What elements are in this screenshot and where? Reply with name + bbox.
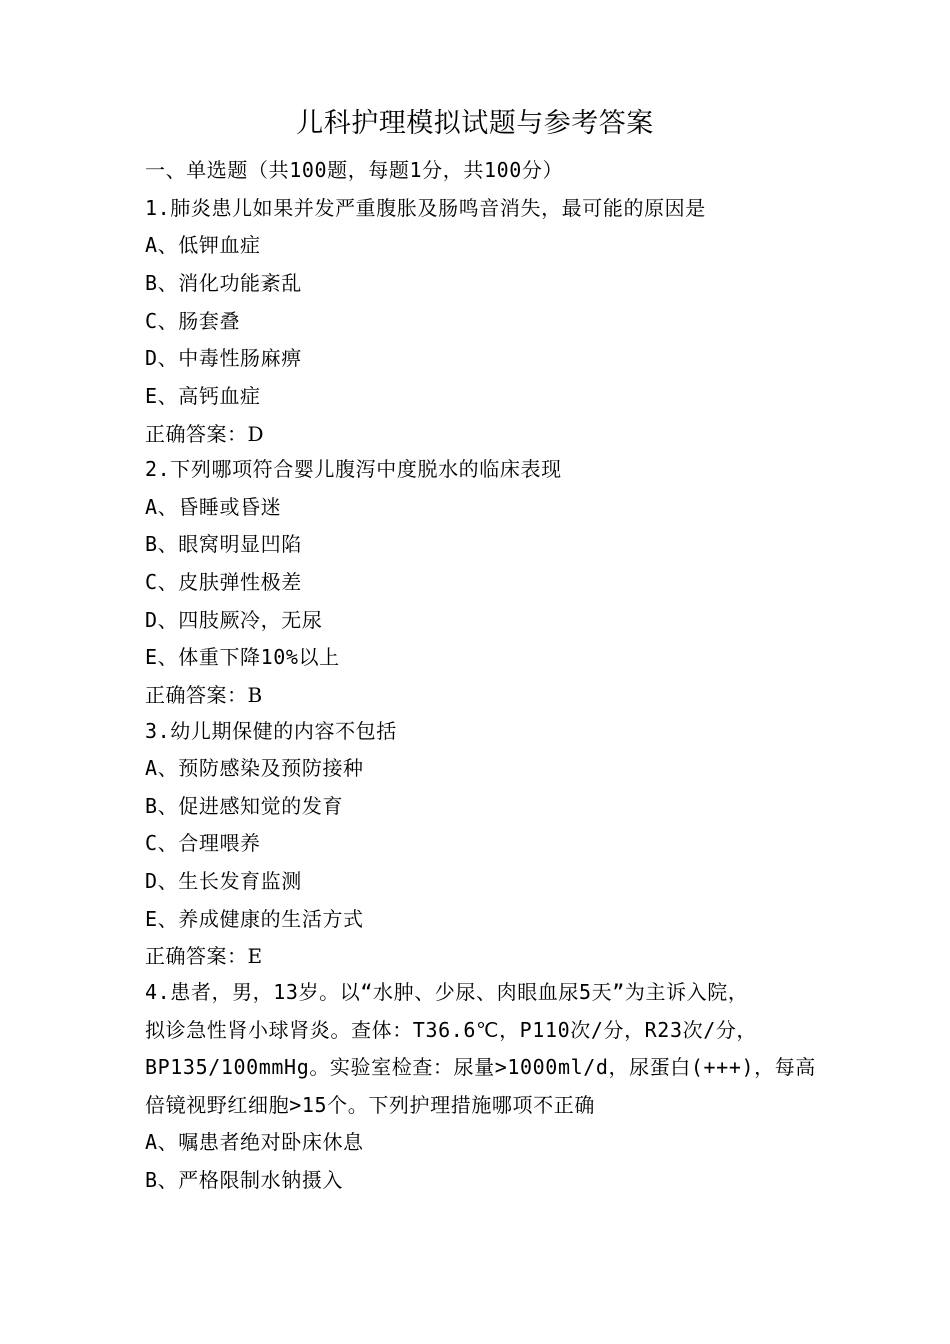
question-2-option-e: E、体重下降10%以上 bbox=[145, 645, 340, 669]
question-1-option-c: C、肠套叠 bbox=[145, 309, 241, 333]
question-3-option-e: E、养成健康的生活方式 bbox=[145, 907, 364, 931]
section-heading: 一、单选题（共100题，每题1分，共100分） bbox=[145, 158, 564, 182]
question-4-stem-line-2: 拟诊急性肾小球肾炎。查体：T36.6℃，P110次/分，R23次/分， bbox=[145, 1018, 758, 1042]
question-3-stem: 3.幼儿期保健的内容不包括 bbox=[145, 719, 397, 743]
question-3-answer: 正确答案：E bbox=[145, 944, 263, 968]
document-title: 儿科护理模拟试题与参考答案 bbox=[296, 108, 654, 139]
question-2-option-b: B、眼窝明显凹陷 bbox=[145, 532, 302, 556]
question-3-option-d: D、生长发育监测 bbox=[145, 869, 302, 893]
question-4-stem-line-3: BP135/100mmHg。实验室检查：尿量>1000ml/d，尿蛋白(+++)，每高 bbox=[145, 1055, 816, 1079]
question-1-answer: 正确答案：D bbox=[145, 422, 265, 446]
question-1-option-a: A、低钾血症 bbox=[145, 233, 261, 257]
question-2-option-c: C、皮肤弹性极差 bbox=[145, 570, 302, 594]
question-3-option-b: B、促进感知觉的发育 bbox=[145, 794, 344, 818]
question-2-answer: 正确答案：B bbox=[145, 683, 263, 707]
question-4-stem-line-4: 倍镜视野红细胞>15个。下列护理措施哪项不正确 bbox=[145, 1093, 595, 1117]
question-3-option-a: A、预防感染及预防接种 bbox=[145, 756, 364, 780]
question-2-option-d: D、四肢厥冷，无尿 bbox=[145, 608, 323, 632]
question-1-option-e: E、高钙血症 bbox=[145, 384, 261, 408]
question-2-option-a: A、昏睡或昏迷 bbox=[145, 495, 282, 519]
question-4-option-a: A、嘱患者绝对卧床休息 bbox=[145, 1130, 364, 1154]
question-2-stem: 2.下列哪项符合婴儿腹泻中度脱水的临床表现 bbox=[145, 457, 562, 481]
question-4-stem-line-1: 4.患者，男，13岁。以“水肿、少尿、肉眼血尿5天”为主诉入院， bbox=[145, 980, 749, 1004]
question-3-option-c: C、合理喂养 bbox=[145, 831, 261, 855]
question-1-option-d: D、中毒性肠麻痹 bbox=[145, 346, 302, 370]
question-1-stem: 1.肺炎患儿如果并发严重腹胀及肠鸣音消失，最可能的原因是 bbox=[145, 196, 706, 220]
question-1-option-b: B、消化功能紊乱 bbox=[145, 271, 302, 295]
question-4-option-b: B、严格限制水钠摄入 bbox=[145, 1168, 344, 1192]
